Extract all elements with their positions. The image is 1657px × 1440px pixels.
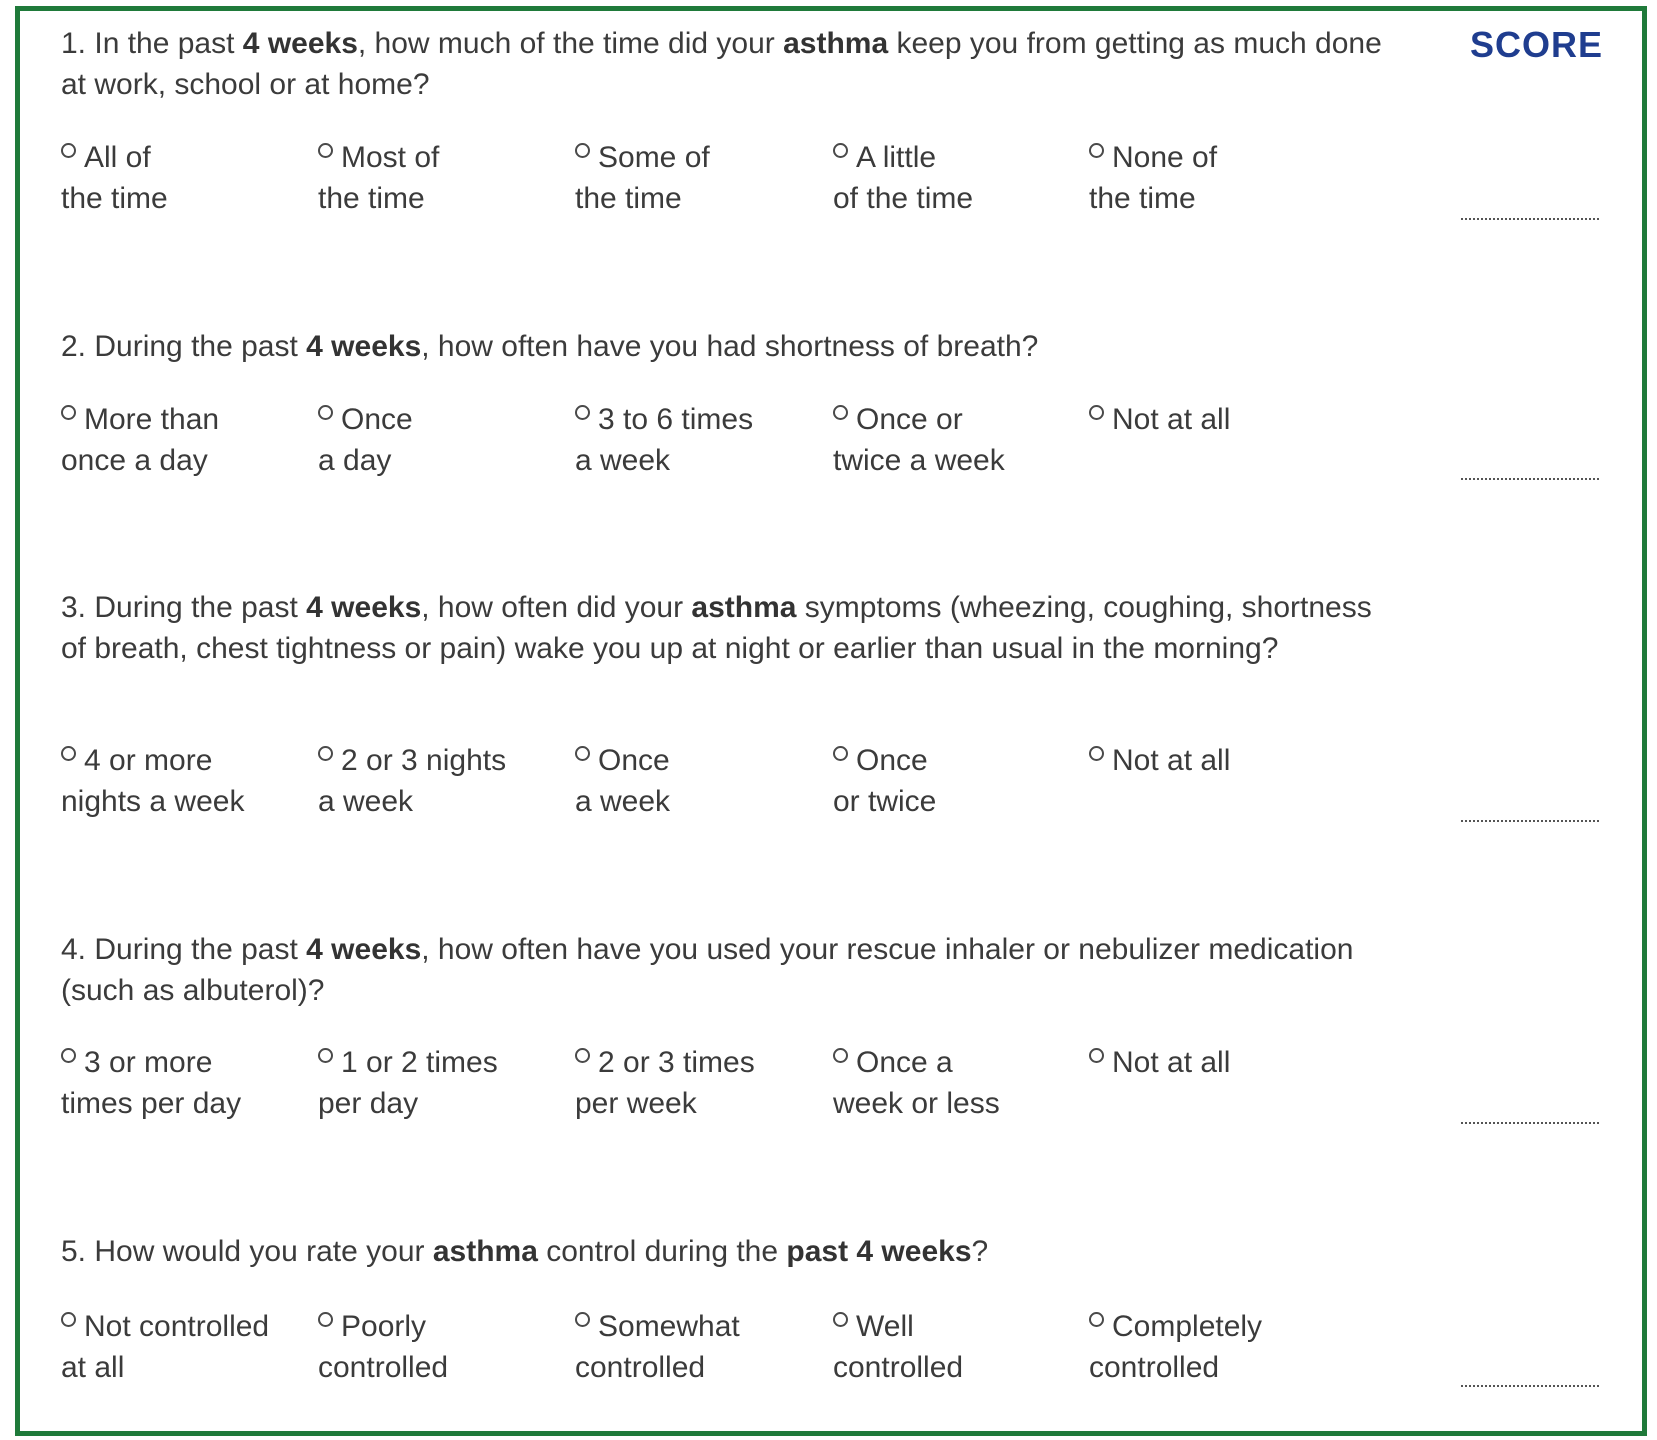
question-text: , how much of the time did your	[357, 27, 784, 60]
option-label: the time	[61, 182, 168, 215]
answer-option[interactable]	[61, 1042, 311, 1124]
option-label: 4 or more	[84, 744, 213, 777]
radio-button-icon[interactable]	[575, 143, 590, 158]
question-text: 3. During the past	[61, 591, 307, 624]
option-label: twice a week	[833, 444, 1005, 477]
radio-button-icon[interactable]	[1089, 746, 1104, 761]
answer-option[interactable]	[318, 137, 568, 219]
option-label: the time	[1089, 182, 1196, 215]
score-input-line[interactable]	[1461, 1122, 1599, 1124]
radio-button-icon[interactable]	[575, 405, 590, 420]
answer-option[interactable]	[1089, 399, 1339, 440]
question-text: , how often did your	[421, 591, 692, 624]
radio-button-icon[interactable]	[1089, 143, 1104, 158]
question-text: 1. In the past	[61, 27, 243, 60]
answer-option[interactable]	[833, 137, 1083, 219]
score-input-line[interactable]	[1461, 1385, 1599, 1387]
option-label: 3 or more	[84, 1046, 213, 1079]
radio-button-icon[interactable]	[318, 1048, 333, 1063]
radio-button-icon[interactable]	[61, 1312, 76, 1327]
question-text: 2. During the past	[61, 330, 307, 363]
answer-option[interactable]	[575, 740, 825, 822]
option-label: a week	[575, 785, 671, 818]
question-text: keep you from getting as much done at work, school or at home?	[61, 27, 1382, 101]
question-emphasis: 4 weeks	[242, 27, 358, 60]
question-4-options	[61, 1042, 1381, 1132]
option-label: Not controlled	[84, 1310, 270, 1343]
question-3	[61, 587, 1401, 669]
option-label: once a day	[61, 444, 208, 477]
option-label: Once a	[856, 1046, 953, 1079]
option-label: per week	[575, 1087, 697, 1120]
answer-option[interactable]	[318, 740, 568, 822]
option-label: More than	[84, 403, 220, 436]
answer-option[interactable]	[318, 399, 568, 481]
option-label: the time	[575, 182, 682, 215]
radio-button-icon[interactable]	[575, 1312, 590, 1327]
radio-button-icon[interactable]	[61, 405, 76, 420]
question-emphasis: 4 weeks	[306, 330, 422, 363]
radio-button-icon[interactable]	[833, 1048, 848, 1063]
question-text: 5. How would you rate your	[61, 1235, 433, 1268]
question-1	[61, 23, 1401, 105]
option-label: Well	[856, 1310, 914, 1343]
radio-button-icon[interactable]	[318, 405, 333, 420]
option-label: Poorly	[341, 1310, 427, 1343]
option-label: a week	[575, 444, 671, 477]
answer-option[interactable]	[318, 1042, 568, 1124]
radio-button-icon[interactable]	[318, 1312, 333, 1327]
option-label: Most of	[341, 141, 440, 174]
option-label: Not at all	[1112, 403, 1231, 436]
question-emphasis: 4 weeks	[306, 933, 422, 966]
answer-option[interactable]	[575, 137, 825, 219]
option-label: 1 or 2 times	[341, 1046, 498, 1079]
answer-option[interactable]	[833, 740, 1083, 822]
option-label: a day	[318, 444, 392, 477]
option-label: Once	[598, 744, 670, 777]
option-label: 3 to 6 times	[598, 403, 754, 436]
option-label: times per day	[61, 1087, 242, 1120]
radio-button-icon[interactable]	[318, 143, 333, 158]
question-text: , how often have you had shortness of breath?	[421, 330, 1039, 363]
answer-option[interactable]	[1089, 137, 1339, 219]
answer-option[interactable]	[61, 137, 311, 219]
answer-option[interactable]	[833, 1042, 1083, 1124]
option-label: 2 or 3 times	[598, 1046, 755, 1079]
radio-button-icon[interactable]	[1089, 1312, 1104, 1327]
option-label: a week	[318, 785, 414, 818]
question-text: 4. During the past	[61, 933, 307, 966]
option-label: controlled	[833, 1351, 964, 1384]
question-emphasis: past 4 weeks	[786, 1235, 972, 1268]
question-text: control during the	[537, 1235, 787, 1268]
answer-option[interactable]	[833, 1306, 1083, 1388]
radio-button-icon[interactable]	[1089, 405, 1104, 420]
answer-option[interactable]	[61, 740, 311, 822]
option-label: Completely	[1112, 1310, 1263, 1343]
question-text: , how often have you used your rescue inhaler or nebulizer medication (such as albuterol)?	[61, 933, 1354, 1007]
option-label: A little	[856, 141, 937, 174]
radio-button-icon[interactable]	[833, 1312, 848, 1327]
radio-button-icon[interactable]	[318, 746, 333, 761]
option-label: Once or	[856, 403, 963, 436]
answer-option[interactable]	[1089, 740, 1339, 781]
score-input-line[interactable]	[1461, 478, 1599, 480]
option-label: Once	[341, 403, 413, 436]
answer-option[interactable]	[833, 399, 1083, 481]
score-input-line[interactable]	[1461, 218, 1599, 220]
option-label: Not at all	[1112, 744, 1231, 777]
radio-button-icon[interactable]	[61, 1048, 76, 1063]
radio-button-icon[interactable]	[833, 405, 848, 420]
option-label: 2 or 3 nights	[341, 744, 507, 777]
option-label: All of	[84, 141, 151, 174]
option-label: nights a week	[61, 785, 245, 818]
question-emphasis: asthma	[432, 1235, 538, 1268]
question-2	[61, 326, 1401, 367]
question-5	[61, 1231, 1401, 1272]
answer-option[interactable]	[318, 1306, 568, 1388]
question-emphasis: asthma	[783, 27, 889, 60]
option-label: controlled	[318, 1351, 449, 1384]
option-label: None of	[1112, 141, 1218, 174]
option-label: controlled	[1089, 1351, 1220, 1384]
answer-option[interactable]	[575, 399, 825, 481]
radio-button-icon[interactable]	[833, 746, 848, 761]
radio-button-icon[interactable]	[61, 143, 76, 158]
question-5-options	[61, 1306, 1381, 1396]
option-label: of the time	[833, 182, 974, 215]
answer-option[interactable]	[575, 1042, 825, 1124]
option-label: per day	[318, 1087, 419, 1120]
question-4	[61, 929, 1401, 1011]
question-text: ?	[971, 1235, 989, 1268]
question-1-options	[61, 137, 1381, 227]
option-label: week or less	[833, 1087, 1000, 1120]
radio-button-icon[interactable]	[833, 143, 848, 158]
score-input-line[interactable]	[1461, 820, 1599, 822]
option-label: Some of	[598, 141, 710, 174]
option-label: Not at all	[1112, 1046, 1231, 1079]
answer-option[interactable]	[61, 1306, 311, 1388]
option-label: Once	[856, 744, 928, 777]
option-label: the time	[318, 182, 425, 215]
option-label: Somewhat	[598, 1310, 740, 1343]
radio-button-icon[interactable]	[1089, 1048, 1104, 1063]
answer-option[interactable]	[575, 1306, 825, 1388]
answer-option[interactable]	[1089, 1306, 1339, 1388]
score-header: SCORE	[1470, 24, 1604, 65]
radio-button-icon[interactable]	[575, 1048, 590, 1063]
answer-option[interactable]	[1089, 1042, 1339, 1083]
question-2-options	[61, 399, 1381, 489]
radio-button-icon[interactable]	[61, 746, 76, 761]
radio-button-icon[interactable]	[575, 746, 590, 761]
question-emphasis: 4 weeks	[306, 591, 422, 624]
answer-option[interactable]	[61, 399, 311, 481]
option-label: controlled	[575, 1351, 706, 1384]
option-label: or twice	[833, 785, 937, 818]
option-label: at all	[61, 1351, 125, 1384]
question-text: symptoms (wheezing, coughing, shortness of breath, chest tightness or pain) wake you up at night or earlier than usual in the morning?	[61, 591, 1372, 665]
question-3-options	[61, 740, 1381, 830]
question-emphasis: asthma	[691, 591, 797, 624]
